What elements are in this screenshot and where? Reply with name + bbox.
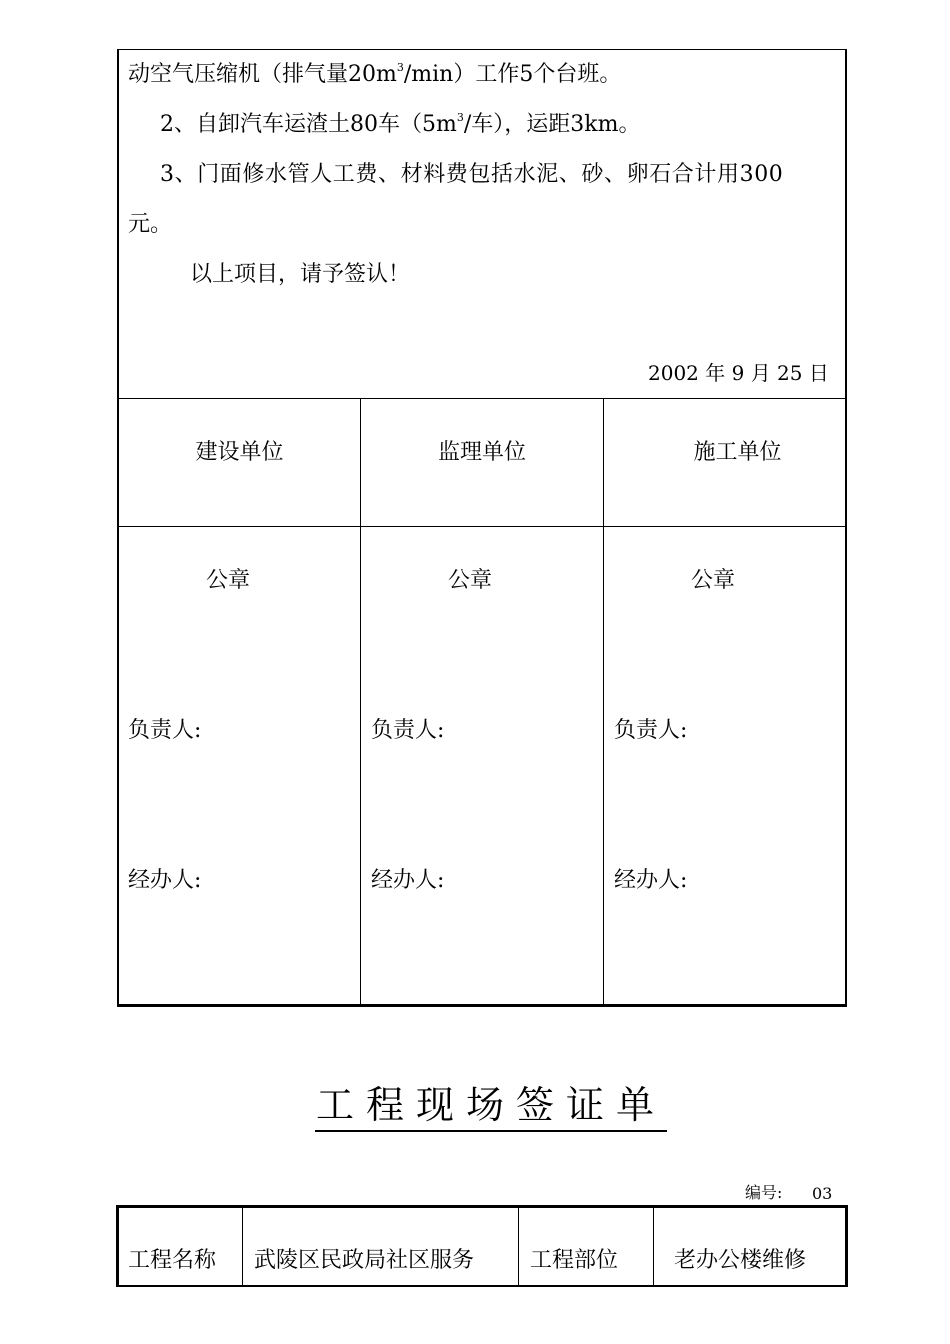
lower-table-right-border: [845, 1205, 848, 1287]
body-line-4: 元。: [128, 212, 173, 237]
unit-header-construction: 建设单位: [195, 440, 284, 465]
lower-col-divider-3: [653, 1205, 654, 1287]
lower-col-divider-2: [518, 1205, 519, 1287]
lower-col-divider-1: [242, 1205, 243, 1287]
lower-table-bottom-border: [116, 1285, 848, 1287]
number-value: 03: [812, 1184, 833, 1203]
lower-table-top-border: [116, 1205, 848, 1208]
number-label: 编号:: [745, 1183, 783, 1202]
request-text: 以上项目，请予签认！: [190, 262, 411, 287]
seal-label-2: 公章: [447, 568, 492, 593]
seal-label-1: 公章: [205, 568, 250, 593]
seal-label-3: 公章: [690, 568, 735, 593]
table-right-border: [845, 49, 847, 1007]
unit-header-contractor: 施工单位: [693, 440, 782, 465]
row-divider-2: [117, 526, 847, 527]
form-title: 工程现场签证单: [315, 1086, 667, 1132]
project-name-label: 工程名称: [128, 1248, 217, 1273]
body-line-3: 3、门面修水管人工费、材料费包括水泥、砂、卵石合计用300: [160, 162, 784, 187]
col-divider-2: [603, 398, 604, 1006]
row-divider-1: [117, 398, 847, 399]
responsible-label-1: 负责人:: [128, 718, 202, 743]
handler-label-1: 经办人:: [128, 868, 202, 893]
responsible-label-3: 负责人:: [614, 718, 688, 743]
table-top-border: [117, 49, 847, 50]
responsible-label-2: 负责人:: [371, 718, 445, 743]
unit-header-supervision: 监理单位: [437, 440, 526, 465]
table-left-border: [117, 49, 119, 1007]
handler-label-2: 经办人:: [371, 868, 445, 893]
project-part-value: 老办公楼维修: [674, 1248, 807, 1273]
date-text: 2002 年 9 月 25 日: [648, 361, 829, 385]
project-name-value: 武陵区民政局社区服务: [254, 1248, 475, 1273]
col-divider-1: [360, 398, 361, 1006]
handler-label-3: 经办人:: [614, 868, 688, 893]
project-part-label: 工程部位: [530, 1248, 619, 1273]
body-line-2: 2、自卸汽车运渣土80车（$5m^3/$车），运距3km。: [160, 111, 641, 137]
table-bottom-border: [117, 1004, 847, 1007]
body-line-1: 动空气压缩机（排气量$20m^3/\min$）工作5个台班。: [128, 61, 622, 87]
lower-table-left-border: [116, 1205, 119, 1287]
